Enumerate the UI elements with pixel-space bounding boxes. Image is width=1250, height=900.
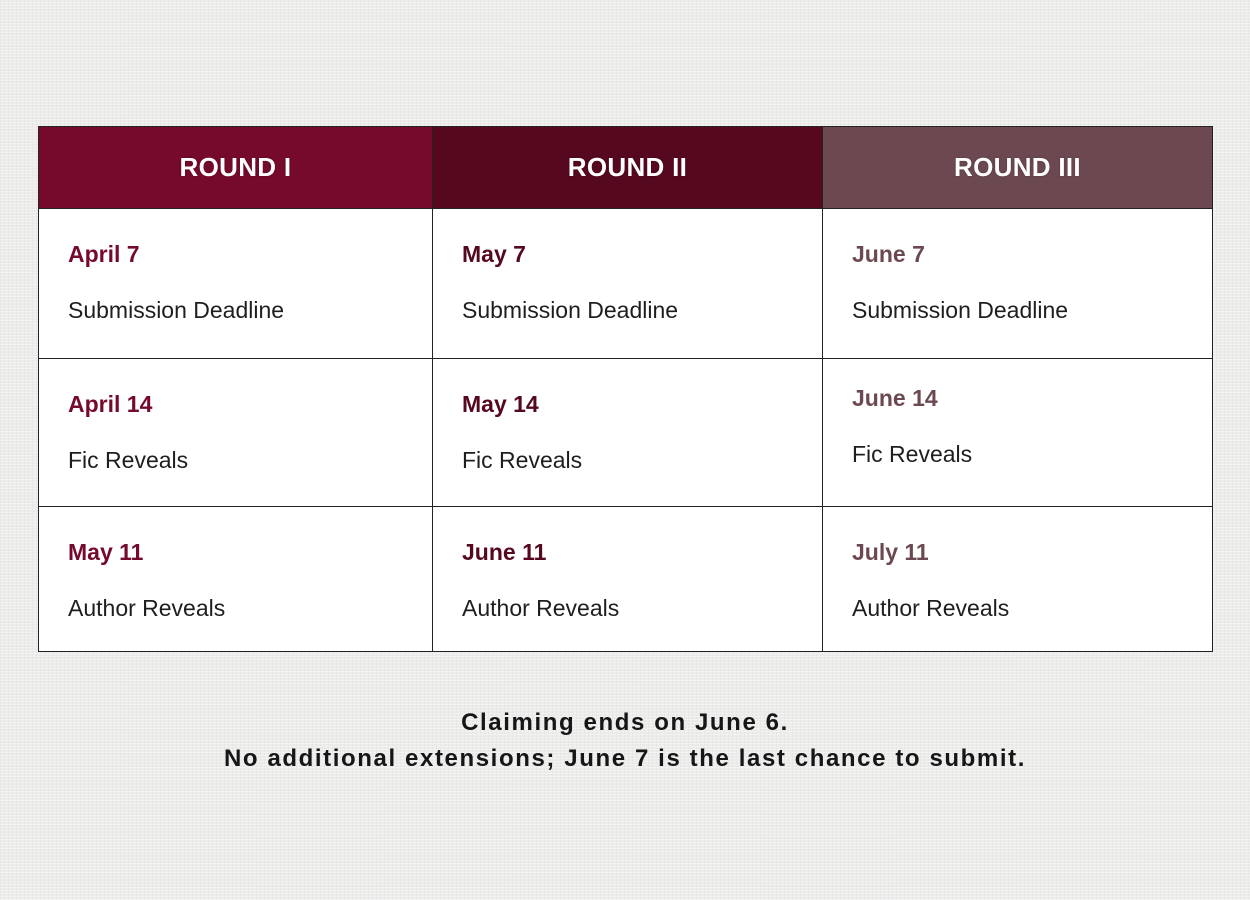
schedule-cell [823, 209, 1213, 359]
event-label: Fic Reveals [462, 447, 583, 474]
event-date: May 7 [462, 241, 526, 267]
table-row [39, 359, 1213, 506]
event-date: May 11 [68, 538, 144, 565]
event-label: Submission Deadline [68, 297, 285, 323]
schedule-table [38, 126, 1213, 652]
claiming-note: Claiming ends on June 6. [461, 709, 789, 736]
event-date: June 7 [852, 241, 925, 267]
event-label: Fic Reveals [852, 441, 973, 468]
schedule-cell [823, 506, 1213, 651]
event-label: Author Reveals [68, 594, 226, 621]
schedule-cell [433, 506, 823, 651]
event-label: Submission Deadline [462, 297, 679, 323]
extension-note: No additional extensions; June 7 is the last chance to submit. [223, 745, 1026, 772]
schedule-cell [39, 359, 433, 506]
event-label: Fic Reveals [68, 447, 189, 474]
round-2-header: ROUND II [433, 127, 823, 209]
event-label: Author Reveals [462, 594, 620, 621]
event-date: April 14 [68, 391, 153, 418]
event-date: May 14 [462, 391, 539, 418]
event-label: Author Reveals [852, 594, 1010, 621]
event-date: July 11 [852, 538, 929, 565]
schedule-cell [433, 359, 823, 506]
event-date: June 14 [852, 385, 938, 412]
round-1-header: ROUND I [39, 127, 433, 209]
schedule-cell [433, 209, 823, 359]
event-date: April 7 [68, 241, 140, 267]
round-3-header: ROUND III [823, 127, 1213, 209]
event-date: June 11 [462, 538, 547, 565]
schedule-cell [39, 506, 433, 651]
table-row [39, 506, 1213, 651]
event-label: Submission Deadline [852, 297, 1069, 323]
table-row [39, 209, 1213, 359]
schedule-cell [823, 359, 1213, 506]
header-row [39, 127, 1213, 209]
schedule-cell [39, 209, 433, 359]
